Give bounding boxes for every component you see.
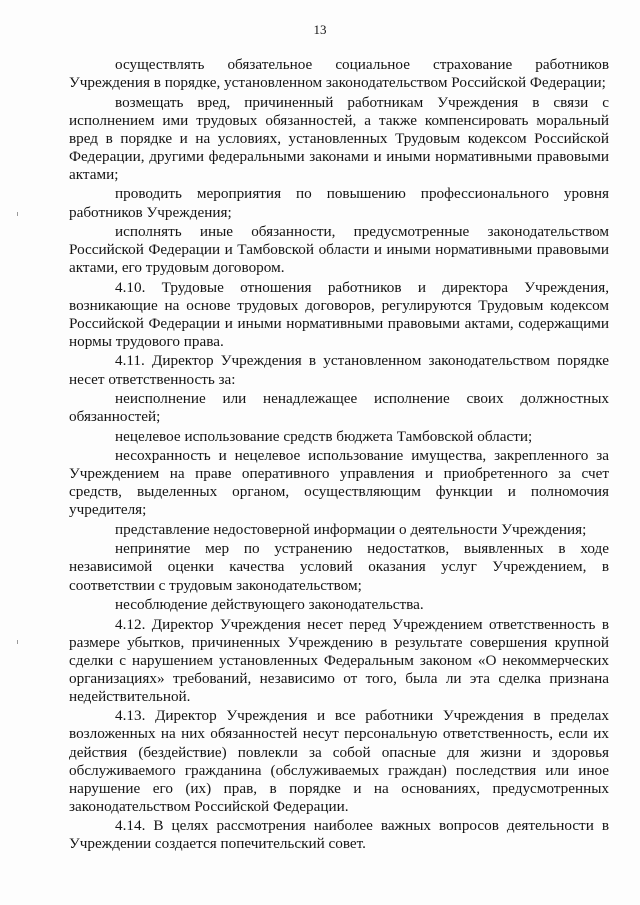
paragraph: 4.10. Трудовые отношения работников и директора Учреждения, возникающие на основе трудовых договоров, регулируются Трудовым кодексом Российской Федерации и иными нормативными правовыми актами, содержащими нормы трудового права. [69, 278, 609, 350]
scan-margin-mark [17, 640, 18, 644]
page-number: 13 [313, 22, 327, 37]
paragraph: неисполнение или ненадлежащее исполнение своих должностных обязанностей; [69, 390, 609, 426]
paragraph: непринятие мер по устранению недостатков, выявленных в ходе независимой оценки качества условий оказания услуг Учреждением, в соответствии с трудовым законодательством; [69, 540, 609, 594]
paragraph: исполнять иные обязанности, предусмотренные законодательством Российской Федерации и Тамбовской области и иными нормативными правовыми актами, его трудовым договором. [69, 223, 609, 277]
paragraph: несоблюдение действующего законодательства. [115, 596, 424, 614]
paragraph: 4.13. Директор Учреждения и все работники Учреждения в пределах возложенных на них обязанностей несут персональную ответственность, если их действия (бездействие) повлекли за собой опасные для жизни и здоровья обслуживаемого гражданина (обслуживаемых граждан) последствия или иное нарушение его (их) прав, в порядке и на основаниях, предусмотренных законодательством Российской Федерации. [69, 707, 609, 815]
paragraph: возмещать вред, причиненный работникам Учреждения в связи с исполнением ими трудовых обязанностей, а также компенсировать моральный вред в порядке и на условиях, установленных Трудовым кодексом Российской Федерации, другими федеральными законами и иными нормативными правовыми актами; [69, 93, 609, 183]
document-body [69, 56, 609, 855]
paragraph: проводить мероприятия по повышению профессионального уровня работников Учреждения; [69, 185, 609, 221]
paragraph: представление недостоверной информации о деятельности Учреждения; [115, 520, 587, 538]
paragraph: 4.12. Директор Учреждения несет перед Учреждением ответственность в размере убытков, причиненных Учреждению в результате совершения крупной сделки с нарушением установленных Федеральным законом «О некоммерческих организациях» требований, независимо от того, была ли эта сделка признана недействительной. [69, 615, 609, 705]
paragraph: несохранность и нецелевое использование имущества, закрепленного за Учреждением на праве оперативного управления и приобретенного за счет средств, выделенных органом, осуществляющим функции и полномочия учредителя; [69, 447, 609, 519]
paragraph: осуществлять обязательное социальное страхование работников Учреждения в порядке, установленном законодательством Российской Федерации; [69, 56, 609, 92]
paragraph: 4.11. Директор Учреждения в установленном законодательством порядке несет ответственность за: [69, 352, 609, 388]
scan-margin-mark [17, 212, 18, 216]
paragraph: 4.14. В целях рассмотрения наиболее важных вопросов деятельности в Учреждении создается попечительский совет. [69, 817, 609, 853]
paragraph: нецелевое использование средств бюджета Тамбовской области; [115, 427, 533, 445]
